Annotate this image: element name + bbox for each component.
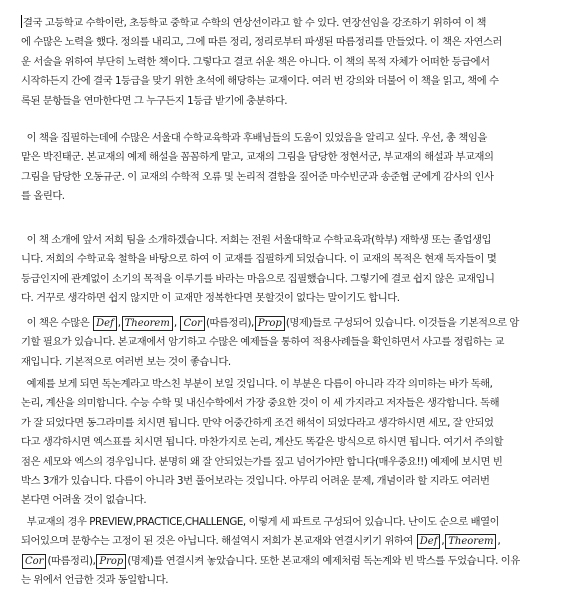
text-line: 다고 생각하시면 엑스표를 치시면 됩니다. 마찬가지로 논리, 계산도 똑같은 방식으로 하시면 됩니다. 여기서 주의할 [21,436,504,449]
text-line: 기할 필요가 있습니다. 본교재에서 암기하고 수많은 예제들을 통하여 적용사례들을 확인하면서 사고를 정립하는 교 [21,336,505,349]
text-line: Cor (따름정리), Prop (명제)를 연결시켜 놓았습니다. 또한 본교재의 예제처럼 독논계와 빈 박스를 두었습니다. 이유 [21,552,549,571]
paragraph-supplementary [21,513,549,591]
text-line: 운 서술을 위하여 부단히 노력한 책이다. 그렇다고 결코 쉬운 책은 아니다. 이 책의 목적 자체가 어떠한 등급에서 [21,55,490,68]
text-line: 를 올린다. [21,190,65,203]
text-line: 본다면 어려울 것이 없습니다. [21,494,147,507]
text-line: 예제를 보게 되면 독논계라고 박스친 부분이 보일 것입니다. 이 부분은 다름이 아니라 각각 의미하는 바가 독해, [26,378,493,390]
paragraph-examples [21,375,549,511]
text-line: 는 위에서 언급한 것과 동일합니다. [21,574,169,587]
theorem-tag: Theorem [445,534,496,549]
text-line: 니다. 저희의 수학교육 철학을 바탕으로 하여 이 교재를 집필하게 되었습니다. 이 교재의 목적은 현재 독자들이 몇 [21,253,497,266]
paragraph-acknowledgement [21,129,549,207]
text-line: 에 수많은 노력을 했다. 정의를 내리고, 그에 따른 정리, 정리로부터 파생된 따름정리를 만들었다. 이 책은 자연스러 [21,36,502,49]
cor-tag: Cor [22,554,46,569]
text-line: 이 책을 집필하는데에 수많은 서울대 수학교육학과 후배님들의 도움이 있었음을 알리고 싶다. 우선, 총 책임을 [26,132,487,144]
text-line: 등급인지에 관계없이 소기의 목적을 이루기를 바라는 마음으로 집필했습니다. 그렇기에 결코 쉽지 않은 교재입니 [21,272,495,285]
text-line: 이 책은 수많은 Def , Theorem , Cor (따름정리), Prop (명제)들로 구성되어 있습니다. 이것들을 기본적으로 암 [26,317,519,329]
text-line: 시작하든지 간에 결국 1등급을 맞기 위한 초석에 해당하는 교재이다. 여러 번 강의와 더불어 이 책을 읽고, 책에 수 [21,75,499,88]
prop-tag: Prop [96,554,126,569]
theorem-tag: Theorem [122,316,173,331]
text-line: 되어있으며 문항수는 고정이 된 것은 아닙니다. 해설역시 저희가 본교재와 연결시키기 위하여 Def , Theorem , [21,535,501,548]
paragraph-team-intro [21,231,549,309]
def-tag: Def [417,534,441,549]
text-line: 록된 문항들을 연마한다면 그 누구든지 1등급 받기에 충분하다. [21,94,288,107]
text-line: 가 잘 되었다면 동그라미를 치시면 됩니다. 만약 어중간하게 조건 해석이 되었다라고 생각하시면 세모, 잘 안되었 [21,416,494,429]
prop-tag: Prop [255,316,285,331]
text-line: 다. 거꾸로 생각하면 쉽지 않지만 이 교재만 정복한다면 못할것이 없다는 말이기도 합니다. [21,292,400,305]
text-line: 부교재의 경우 PREVIEW,PRACTICE,CHALLENGE, 이렇게 세 파트로 구성되어 있습니다. 난이도 순으로 배열이 [26,516,500,528]
text-line: 재입니다. 기본적으로 여러번 보는 것이 좋습니다. [21,355,231,368]
text-line: 박스 3개가 있습니다. 다름이 아니라 3번 풀어보라는 것입니다. 아무리 어려운 문제, 개념이라 할 지라도 여러번 [21,475,490,488]
text-line: 맡은 박진태군. 본교재의 예제 해설을 꼼꼼하게 맡고, 교재의 그림을 담당한 정현서군, 부교재의 해설과 부교재의 [21,151,494,164]
def-tag: Def [93,316,117,331]
text-line: 논리, 계산을 의미합니다. 수능 수학 및 내신수학에서 가장 중요한 것이 이 세 가지라고 저자들은 생각합니다. 독해 [21,397,500,410]
text-cursor [21,15,22,28]
text-line: 그림을 담당한 오동규군. 이 교재의 수학적 오류 및 논리적 결함을 짚어준 마수빈군과 송준협 군에게 감사의 인사 [21,170,494,183]
paragraph-structure [21,314,549,372]
cor-tag: Cor [180,316,204,331]
text-line: 결국 고등학교 수학이란, 초등학교 중학교 수학의 연상선이라고 할 수 있다. 연장선임을 강조하기 위하여 이 책 [23,17,487,29]
text-line: 점은 세모와 엑스의 경우입니다. 분명히 왜 잘 안되었는가를 짚고 넘어가야만 합니다(매우중요!!) 예제에 보시면 빈 [21,455,503,468]
paragraph-intro [21,14,549,111]
text-line: 이 책 소개에 앞서 저희 팀을 소개하겠습니다. 저희는 전원 서울대학교 수학교육과(학부) 재학생 또는 졸업생입 [26,234,492,246]
